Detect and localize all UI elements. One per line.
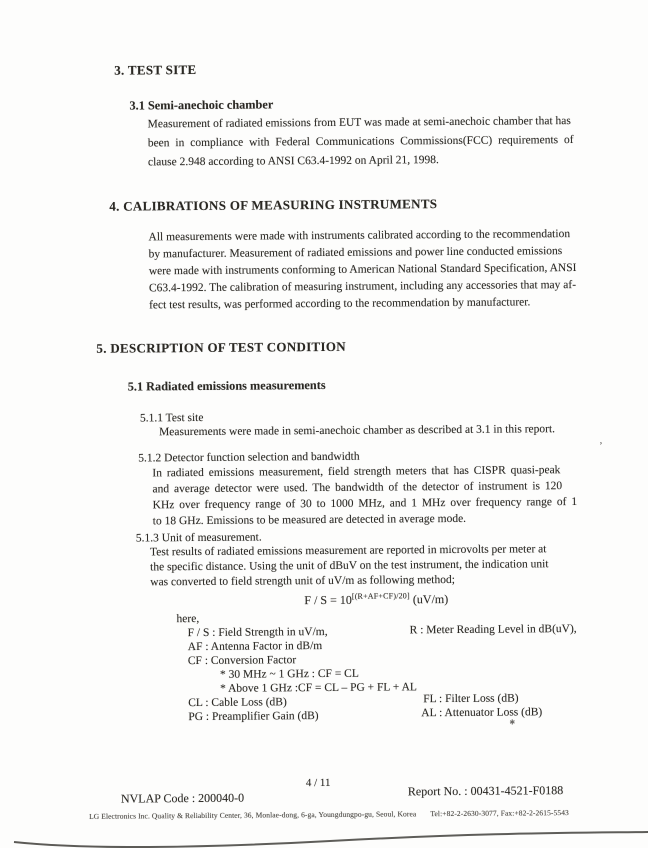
def-filter-loss: FL : Filter Loss (dB) xyxy=(423,692,519,706)
scan-speck-artifact: ✱ xyxy=(509,718,516,727)
section-4-paragraph-line: fect test results, was performed according to the recommendation by manufacturer. xyxy=(149,296,531,312)
report-number: Report No. : 00431-4521-F0188 xyxy=(407,783,564,799)
formula-base: F / S = 10 xyxy=(304,592,352,608)
def-antenna-factor: AF : Antenna Factor in dB/m xyxy=(187,640,323,654)
section-5-1-2-paragraph-line: to 18 GHz. Emissions to be measured are detected in average mode. xyxy=(152,512,467,528)
section-3-1-paragraph-line: Measurement of radiated emissions from EUT was made at semi-anechoic chamber that has xyxy=(147,115,571,131)
def-preamplifier-gain: PG : Preamplifier Gain (dB) xyxy=(188,710,319,724)
section-5-1-2-heading: 5.1.2 Detector function selection and bandwidth xyxy=(138,450,360,465)
section-3-heading: 3. TEST SITE xyxy=(114,61,197,78)
section-3-1-paragraph-line: been in compliance with Federal Communications Commissions(FCC) requirements of xyxy=(147,134,574,150)
def-cable-loss: CL : Cable Loss (dB) xyxy=(188,696,287,710)
def-conversion-factor: CF : Conversion Factor xyxy=(187,654,297,668)
formula-unit: (uV/m) xyxy=(409,592,449,607)
def-cf-case-below-1ghz: * 30 MHz ~ 1 GHz : CF = CL xyxy=(219,667,359,681)
scan-speck-artifact: ’ xyxy=(599,440,603,452)
section-5-1-3-paragraph-line: was converted to field strength unit of uV/m as following method; xyxy=(150,573,455,589)
section-3-1-heading: 3.1 Semi-anechoic chamber xyxy=(129,97,274,113)
section-4-paragraph-line: by manufacturer. Measurement of radiated emissions and power line conducted emissions xyxy=(148,245,563,261)
section-5-heading: 5. DESCRIPTION OF TEST CONDITION xyxy=(96,338,347,356)
company-contact: Tel:+82-2-2630-3077, Fax:+82-2-2615-5543 xyxy=(430,808,569,819)
section-4-paragraph-line: C63.4-1992. The calibration of measuring instrument, including any accessories that may af- xyxy=(148,279,577,295)
section-5-1-3-heading: 5.1.3 Unit of measurement. xyxy=(135,531,262,545)
section-4-paragraph-line: All measurements were made with instruments calibrated according to the recommendation xyxy=(148,228,571,244)
nvlap-code: NVLAP Code : 200040-0 xyxy=(120,790,245,806)
section-5-1-1-heading: 5.1.1 Test site xyxy=(139,411,204,425)
field-strength-formula xyxy=(304,591,448,608)
company-address: LG Electronics Inc. Quality & Reliability Center, 36, Monlae-dong, 6-ga, Youngdungpo-gu, Seoul, Korea xyxy=(89,809,417,821)
section-5-1-1-body: Measurements were made in semi-anechoic chamber as described at 3.1 in this report. xyxy=(159,423,556,439)
section-4-heading: 4. CALIBRATIONS OF MEASURING INSTRUMENTS xyxy=(109,196,438,214)
page-number: 4 / 11 xyxy=(305,776,331,790)
def-cf-case-above-1ghz: * Above 1 GHz :CF = CL – PG + FL + AL xyxy=(220,681,417,695)
section-3-1-paragraph-line: clause 2.948 according to ANSI C63.4-1992 on April 21, 1998. xyxy=(147,154,439,169)
section-5-1-3-paragraph-line: the specific distance. Using the unit of dBuV on the test instrument, the indication unit xyxy=(150,558,549,574)
section-5-1-heading: 5.1 Radiated emissions measurements xyxy=(127,377,326,394)
formula-here-label: here, xyxy=(176,612,200,626)
section-5-1-2-paragraph-line: In radiated emissions measurement, field strength meters that has CISPR quasi-peak xyxy=(152,464,561,480)
company-address-line xyxy=(89,808,569,821)
formula-exponent: [(R+AF+CF)/20] xyxy=(351,591,410,601)
def-attenuator-loss: AL : Attenuator Loss (dB) xyxy=(421,706,543,720)
section-5-1-2-paragraph-line: and average detector were used. The bandwidth of the detector of instrument is 120 xyxy=(152,480,563,496)
def-field-strength: F / S : Field Strength in uV/m, xyxy=(187,625,328,640)
section-5-1-3-paragraph-line: Test results of radiated emissions measurement are reported in microvolts per meter at xyxy=(149,543,547,559)
def-meter-reading: R : Meter Reading Level in dB(uV), xyxy=(409,623,577,637)
section-4-paragraph-line: were made with instruments conforming to American National Standard Specification, ANSI xyxy=(148,262,577,278)
section-5-1-2-paragraph-line: KHz over frequency range of 30 to 1000 MHz, and 1 MHz over frequency range of 1 xyxy=(152,496,578,512)
